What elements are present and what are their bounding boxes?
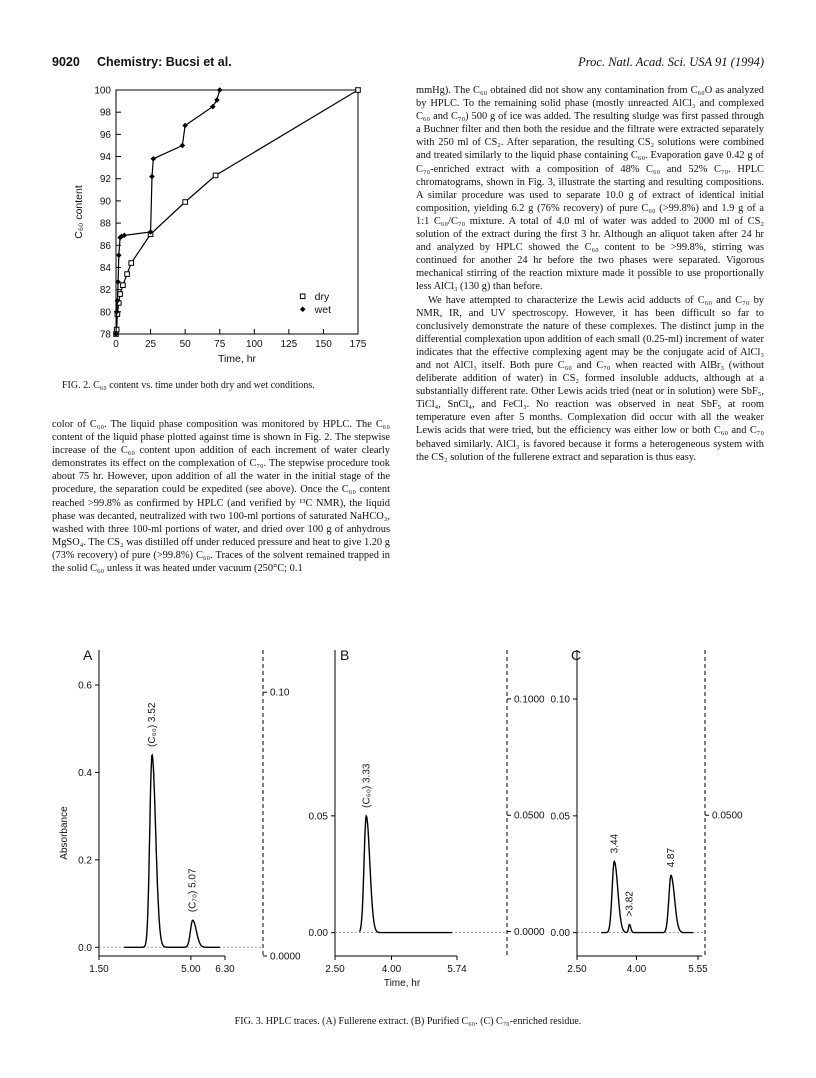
y-tick-label: 100 (94, 85, 111, 97)
y-right-tick-label: 0.0000 (514, 927, 545, 939)
chromatogram-trace-B (359, 816, 452, 933)
y-tick-label: 0.00 (550, 928, 570, 940)
legend-marker-dry (300, 294, 305, 299)
y-tick-label: 0.10 (550, 694, 570, 706)
x-tick-label: 6.30 (215, 964, 235, 975)
data-point-wet (180, 143, 186, 149)
y-tick-label: 84 (99, 262, 111, 274)
paragraph: mmHg). The C₆₀ obtained did not show any contamination from C₆₀O as analyzed by HPLC. To the remaining solid phase (mostly unreacted AlCl₃ and complexed C₆₀ and C₇₀) 500 g of ice was added. The resulting sludge was first passed through a Buchner filter and then both the residue and the filtrate were extracted separately with 250 ml of CS₂. After separation, the resulting CS₂ solutions were combined and treated similarly to the liquid phase containing C₆₀. Evaporation gave 0.42 g of C₇₀-enriched extract with a composition of 48% C₆₀ and 52% C₇₀. HPLC chromatograms, shown in Fig. 3, illustrate the starting and resulting compositions. A similar procedure was used to separate 10.0 g of extract of identical initial composition, yielding 6.2 g (76% recovery) of pure C₆₀ (>99.8%) and 1.9 g of a 1:1 C₆₀/C₇₀ mixture. A total of 4.0 ml of water was added to 2000 ml of CS₂ solution of the extract during the first 3 hr. Although an aliquot taken after 24 hr and analyzed by HPLC showed the C₆₀ content to be >99.8%, stirring was continued for another 24 hr before the two phases were separated. Vigorous mechanical stirring of the reaction mixture made it possible to use proportionally less AlCl₃ (130 g) than before. (416, 85, 764, 293)
running-header-right: Proc. Natl. Acad. Sci. USA 91 (1994) (578, 55, 764, 69)
y-tick-label: 0.05 (550, 811, 570, 823)
x-tick-label: 50 (179, 339, 191, 350)
y-tick-label: 90 (99, 196, 111, 208)
y-tick-label: 82 (99, 285, 111, 297)
y-right-tick-label: 0.1000 (514, 694, 545, 706)
y-axis-label: C₆₀ content (73, 185, 85, 239)
figure-2-chart (60, 80, 380, 370)
page-number: 9020 (52, 55, 80, 69)
y-right-tick-label: 0.0000 (270, 951, 301, 963)
peak-label: (C₇₀) 5.07 (187, 868, 199, 913)
data-point-dry (121, 283, 126, 288)
chromatogram-trace-A (124, 755, 220, 947)
y-tick-label: 80 (99, 307, 111, 319)
x-tick-label: 25 (145, 339, 157, 350)
y-tick-label: 94 (99, 152, 111, 164)
data-point-wet (116, 252, 122, 258)
x-tick-label: 75 (214, 339, 226, 350)
y-tick-label: 92 (99, 174, 111, 186)
figure-3-chart (55, 640, 765, 1010)
y-tick-label: 88 (99, 218, 111, 230)
journal-section-author: Chemistry: Bucsi et al. (96, 55, 232, 69)
body-text-right-column (416, 84, 764, 464)
x-axis-label: Time, hr (383, 978, 421, 989)
x-tick-label: 1.50 (89, 964, 109, 975)
y-tick-label: 96 (99, 129, 111, 141)
data-point-wet (149, 174, 155, 180)
data-point-dry (118, 292, 123, 297)
x-axis-label: Time, hr (217, 353, 257, 365)
y-right-tick-label: 0.0500 (514, 810, 545, 822)
y-tick-label: 0.6 (78, 680, 92, 692)
data-point-dry (213, 173, 218, 178)
paragraph: We have attempted to characterize the Lewis acid adducts of C₆₀ and C₇₀ by NMR, IR, and UV spectroscopy. However, it has been difficult so far to conclusively demonstrate the nature of these complexes. The distinct jump in the differential complexation upon addition of each small (0.25-ml) increment of water indicates that the effective complexing agent may be the conjugate acid of AlCl₃ and not AlCl₃ itself. Both pure C₆₀ and C₇₀ when reacted with AlBr₃ (without deliberate addition of water) in CS₂ formed insoluble adducts, although at a substantially different rate. Other Lewis acids tried (neat or in solution) were SbF₅, TiCl₄, SnCl₄, and FeCl₃. No reaction was observed in neat SbF₅ at room temperature even after 5 months. Complexation did occur with all the weaker Lewis acids that were tried, but the efficiency was either low or both C₆₀ and C₇₀ behaved similarly. AlCl₃ is favored because it forms a heterogeneous system with the CS₂ solution of the fullerene extract and separation is thus easy. (416, 294, 764, 463)
running-header-left (52, 55, 232, 70)
x-tick-label: 5.74 (447, 964, 467, 975)
y-tick-label: 0.00 (308, 928, 328, 940)
x-tick-label: 5.00 (181, 964, 201, 975)
legend-marker-wet (300, 306, 306, 312)
data-point-dry (129, 261, 134, 266)
panel-letter-A: A (83, 647, 93, 663)
peak-label: (C₆₀) 3.52 (147, 702, 159, 747)
x-tick-label: 175 (349, 339, 367, 350)
peak-label: 3.44 (609, 833, 621, 854)
panel-letter-B: B (340, 647, 350, 663)
x-tick-label: 0 (113, 339, 119, 350)
x-tick-label: 2.50 (567, 964, 587, 975)
y-axis-label: Absorbance (59, 806, 70, 860)
data-point-wet (217, 87, 223, 93)
y-tick-label: 86 (99, 240, 111, 252)
x-tick-label: 4.00 (626, 964, 647, 975)
panel-letter-C: C (571, 647, 582, 663)
data-point-dry (356, 88, 361, 93)
body-text-left-column (52, 418, 390, 575)
series-line-wet (116, 90, 220, 334)
y-tick-label: 98 (99, 107, 111, 119)
peak-label: 4.87 (666, 847, 678, 868)
data-point-wet (151, 156, 157, 162)
legend-label-wet: wet (314, 303, 332, 316)
legend-label-dry: dry (314, 290, 330, 303)
y-tick-label: 0.4 (78, 767, 92, 779)
paragraph: color of C₆₀. The liquid phase composition was monitored by HPLC. The C₆₀ content of the liquid phase plotted against time is shown in Fig. 2. The stepwise increase of the C₆₀ content upon addition of each increment of water clearly demonstrates its effect on the complexation of C₇₀. The stepwise procedure took about 75 hr. However, upon addition of all the water in the initial stage of the procedure, the separation could be expedited (see above). Once the C₆₀ content reached >99.8% as confirmed by HPLC (and verified by ¹³C NMR), the liquid phase was decanted, neutralized with two 100-ml portions of saturated NaHCO₃, washed with three 100-ml portions of water, and dried over 100 g of anhydrous MgSO₄. The CS₂ was distilled off under reduced pressure and heat to give 1.20 g (73% recovery) of pure (>99.8%) C₆₀. Traces of the solvent remained trapped in the solid C₆₀ unless it was heated under vacuum (250°C; 0.1 (52, 419, 390, 575)
x-tick-label: 2.50 (325, 964, 345, 975)
x-tick-label: 4.00 (381, 964, 402, 975)
y-right-tick-label: 0.10 (270, 687, 290, 699)
figure-3-caption: FIG. 3. HPLC traces. (A) Fullerene extract. (B) Purified C₆₀. (C) C₇₀-enriched residue. (234, 1016, 582, 1027)
y-tick-label: 78 (99, 329, 111, 341)
peak-label: (C₆₀) 3.33 (361, 763, 373, 808)
y-tick-label: 0.05 (308, 811, 328, 823)
data-point-dry (183, 200, 188, 205)
y-tick-label: 0.2 (78, 855, 92, 867)
data-point-dry (125, 272, 130, 277)
x-tick-label: 125 (280, 339, 298, 350)
figure-2-caption: FIG. 2. C₆₀ content vs. time under both dry and wet conditions. (62, 380, 315, 391)
y-tick-label: 0.0 (78, 942, 92, 954)
peak-label: >3.82 (624, 891, 636, 917)
chromatogram-trace-C (601, 861, 693, 932)
x-tick-label: 5.55 (688, 964, 708, 975)
x-tick-label: 100 (245, 339, 263, 350)
y-right-tick-label: 0.0500 (712, 810, 743, 822)
x-tick-label: 150 (315, 339, 332, 350)
